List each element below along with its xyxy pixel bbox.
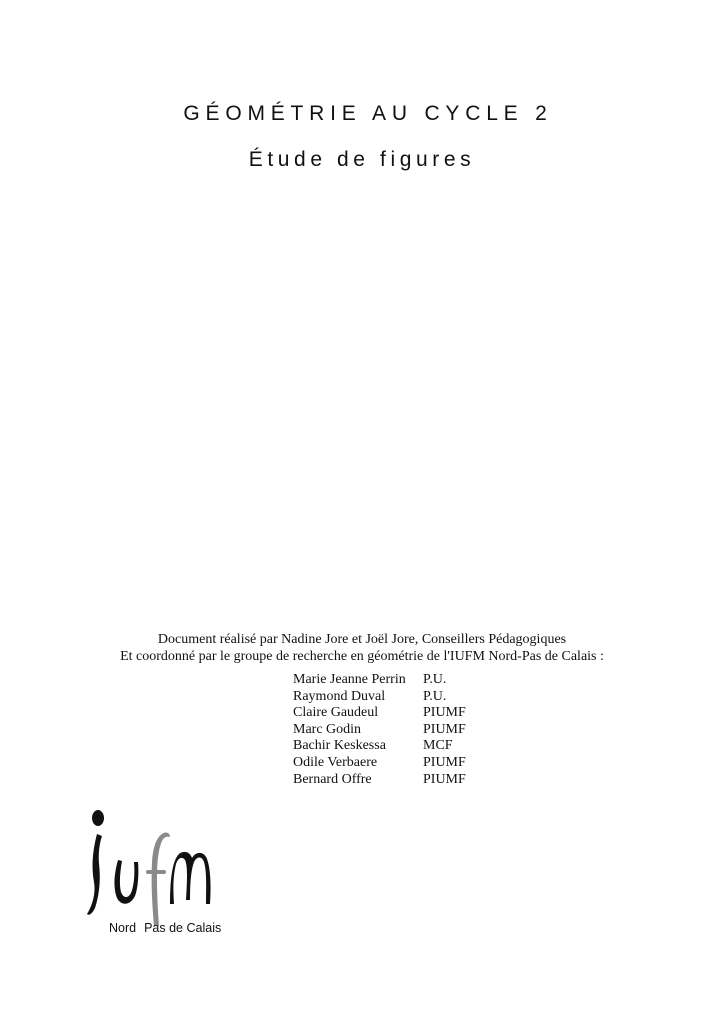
member-role: PIUMF: [423, 705, 466, 721]
credits-line-coordination: Et coordonné par le groupe de recherche en géométrie de l'IUFM Nord-Pas de Calais :: [120, 649, 604, 664]
logo-f-crossbar: [146, 870, 166, 874]
logo-i-stem: [87, 834, 102, 915]
logo-caption: [109, 921, 221, 935]
member-role: PIUMF: [423, 771, 466, 787]
member-row: [293, 755, 466, 772]
member-role: P.U.: [423, 672, 447, 687]
logo-caption-nord: Nord: [109, 921, 137, 935]
member-name: Odile Verbaere: [293, 754, 378, 770]
credits-line-authors: Document réalisé par Nadine Jore et Joël Jore, Conseillers Pédagogiques: [157, 632, 567, 647]
member-name: Raymond Duval: [293, 688, 386, 704]
credits-block: [0, 631, 724, 665]
member-role: P.U.: [423, 688, 447, 704]
member-row: [293, 738, 466, 755]
member-row: [293, 722, 466, 739]
logo-i-dot: [92, 810, 104, 826]
member-name: Marie Jeanne Perrin: [293, 672, 406, 687]
member-name: Claire Gaudeul: [293, 705, 379, 721]
logo-m: [170, 852, 211, 904]
member-name: Bernard Offre: [293, 771, 372, 787]
logo-caption-region: Pas de Calais: [144, 921, 222, 935]
member-name: Marc Godin: [293, 721, 362, 737]
member-role: MCF: [423, 738, 453, 754]
member-role: PIUMF: [423, 721, 466, 737]
document-title: GÉOMÉTRIE AU CYCLE 2: [183, 102, 553, 125]
member-row: [293, 772, 466, 789]
member-name: Bachir Keskessa: [293, 738, 386, 754]
member-row: [293, 689, 466, 706]
member-row: [293, 672, 466, 689]
member-role: PIUMF: [423, 754, 466, 770]
logo-u: [114, 860, 138, 904]
logo-f-stem: [152, 833, 170, 926]
research-group-list: [293, 672, 466, 788]
member-row: [293, 705, 466, 722]
document-subtitle: Étude de figures: [248, 148, 476, 171]
